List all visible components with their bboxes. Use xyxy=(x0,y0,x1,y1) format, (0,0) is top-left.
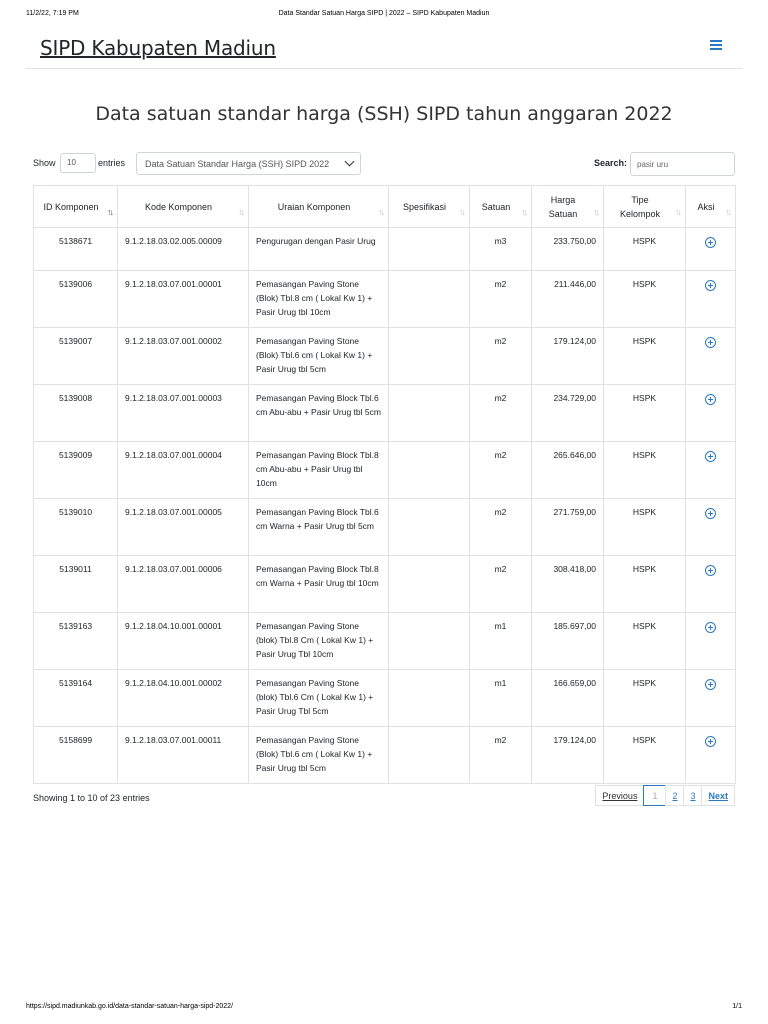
ssh-table xyxy=(33,185,736,784)
cell-spesifikasi xyxy=(389,499,470,556)
print-page-number: 1/1 xyxy=(732,1003,742,1010)
plus-circle-icon[interactable] xyxy=(705,237,716,248)
sort-icon: ↑↓ xyxy=(675,207,680,217)
entries-label: entries xyxy=(98,158,126,168)
header-kode-label: Kode Komponen xyxy=(144,201,213,212)
pagination xyxy=(596,785,735,806)
cell-id: 5158699 xyxy=(34,727,118,784)
cell-id: 5139006 xyxy=(34,271,118,328)
print-footer xyxy=(26,1003,742,1010)
cell-uraian: Pemasangan Paving Block Tbl.8 cm Warna + Pasir Urug tbl 10cm xyxy=(249,556,389,613)
cell-satuan: m3 xyxy=(470,228,532,271)
header-harga-satuan[interactable] xyxy=(532,186,604,228)
cell-aksi xyxy=(686,385,736,442)
sort-icon: ↑↓ xyxy=(593,207,598,217)
cell-kode: 9.1.2.18.03.07.001.00011 xyxy=(118,727,249,784)
plus-circle-icon[interactable] xyxy=(705,451,716,462)
cell-kode: 9.1.2.18.03.07.001.00004 xyxy=(118,442,249,499)
plus-circle-icon[interactable] xyxy=(705,679,716,690)
table-row xyxy=(34,499,736,556)
cell-satuan: m2 xyxy=(470,556,532,613)
table-row xyxy=(34,613,736,670)
cell-uraian: Pemasangan Paving Stone (Blok) Tbl.6 cm ( Lokal Kw 1) + Pasir Urug tbl 5cm xyxy=(249,328,389,385)
cell-harga: 211.446,00 xyxy=(532,271,604,328)
cell-kode: 9.1.2.18.03.07.001.00001 xyxy=(118,271,249,328)
cell-id: 5139007 xyxy=(34,328,118,385)
table-row xyxy=(34,385,736,442)
cell-uraian: Pemasangan Paving Stone (Blok) Tbl.6 cm ( Lokal Kw 1) + Pasir Urug tbl 5cm xyxy=(249,727,389,784)
cell-tipe: HSPK xyxy=(604,613,686,670)
plus-circle-icon[interactable] xyxy=(705,337,716,348)
cell-tipe: HSPK xyxy=(604,727,686,784)
cell-spesifikasi xyxy=(389,442,470,499)
cell-uraian: Pemasangan Paving Stone (blok) Tbl.8 Cm ( Lokal Kw 1) + Pasir Urug Tbl 10cm xyxy=(249,613,389,670)
pagination-page-2[interactable]: 2 xyxy=(665,785,684,806)
header-spesifikasi[interactable] xyxy=(389,186,470,228)
header-harga-label: Harga Satuan xyxy=(548,194,578,219)
page-title: Data satuan standar harga (SSH) SIPD tahun anggaran 2022 xyxy=(95,103,673,125)
cell-tipe: HSPK xyxy=(604,228,686,271)
cell-spesifikasi xyxy=(389,328,470,385)
cell-satuan: m2 xyxy=(470,499,532,556)
cell-uraian: Pemasangan Paving Block Tbl.8 cm Abu-abu + Pasir Urug tbl 10cm xyxy=(249,442,389,499)
cell-spesifikasi xyxy=(389,556,470,613)
cell-harga: 233.750,00 xyxy=(532,228,604,271)
cell-spesifikasi xyxy=(389,613,470,670)
plus-circle-icon[interactable] xyxy=(705,280,716,291)
sort-icon: ↑↓ xyxy=(521,207,526,217)
hamburger-icon[interactable] xyxy=(710,40,722,51)
cell-id: 5139009 xyxy=(34,442,118,499)
cell-harga: 308.418,00 xyxy=(532,556,604,613)
cell-tipe: HSPK xyxy=(604,328,686,385)
cell-id: 5139008 xyxy=(34,385,118,442)
cell-spesifikasi xyxy=(389,228,470,271)
header-uraian-komponen[interactable] xyxy=(249,186,389,228)
cell-satuan: m1 xyxy=(470,613,532,670)
header-aksi-label: Aksi xyxy=(697,201,715,212)
table-row xyxy=(34,271,736,328)
cell-satuan: m2 xyxy=(470,385,532,442)
sort-icon: ↑↓ xyxy=(378,207,383,217)
cell-kode: 9.1.2.18.03.07.001.00002 xyxy=(118,328,249,385)
pagination-page-3[interactable]: 3 xyxy=(683,785,702,806)
cell-tipe: HSPK xyxy=(604,670,686,727)
cell-aksi xyxy=(686,442,736,499)
cell-spesifikasi xyxy=(389,385,470,442)
header-spesifikasi-label: Spesifikasi xyxy=(402,201,447,212)
cell-tipe: HSPK xyxy=(604,499,686,556)
header-tipe-kelompok[interactable] xyxy=(604,186,686,228)
cell-tipe: HSPK xyxy=(604,556,686,613)
table-header-row xyxy=(34,186,736,228)
table-row xyxy=(34,228,736,271)
cell-aksi xyxy=(686,271,736,328)
cell-kode: 9.1.2.18.03.07.001.00003 xyxy=(118,385,249,442)
cell-aksi xyxy=(686,328,736,385)
sort-asc-icon: ↑↓ xyxy=(107,207,112,217)
pagination-next[interactable]: Next xyxy=(701,785,735,806)
header-aksi[interactable] xyxy=(686,186,736,228)
cell-id: 5139011 xyxy=(34,556,118,613)
header-uraian-label: Uraian Komponen xyxy=(277,201,351,212)
header-id-label: ID Komponen xyxy=(43,201,99,212)
plus-circle-icon[interactable] xyxy=(705,622,716,633)
pagination-page-1[interactable]: 1 xyxy=(643,785,666,806)
plus-circle-icon[interactable] xyxy=(705,736,716,747)
cell-tipe: HSPK xyxy=(604,385,686,442)
cell-uraian: Pemasangan Paving Stone (blok) Tbl.6 Cm ( Lokal Kw 1) + Pasir Urug Tbl 5cm xyxy=(249,670,389,727)
cell-harga: 271.759,00 xyxy=(532,499,604,556)
pagination-previous[interactable]: Previous xyxy=(595,785,644,806)
table-row xyxy=(34,727,736,784)
cell-satuan: m2 xyxy=(470,727,532,784)
cell-id: 5138671 xyxy=(34,228,118,271)
table-controls xyxy=(33,151,735,177)
cell-id: 5139010 xyxy=(34,499,118,556)
plus-circle-icon[interactable] xyxy=(705,394,716,405)
cell-spesifikasi xyxy=(389,727,470,784)
search-label: Search: xyxy=(593,158,627,168)
dataset-select[interactable] xyxy=(136,152,361,175)
cell-kode: 9.1.2.18.04.10.001.00001 xyxy=(118,613,249,670)
cell-satuan: m2 xyxy=(470,442,532,499)
header-satuan-label: Satuan xyxy=(481,201,511,212)
cell-aksi xyxy=(686,727,736,784)
cell-satuan: m2 xyxy=(470,271,532,328)
table-info: Showing 1 to 10 of 23 entries xyxy=(33,793,150,803)
cell-tipe: HSPK xyxy=(604,442,686,499)
cell-kode: 9.1.2.18.03.07.001.00005 xyxy=(118,499,249,556)
table-row xyxy=(34,328,736,385)
header-satuan[interactable] xyxy=(470,186,532,228)
cell-aksi xyxy=(686,670,736,727)
cell-uraian: Pemasangan Paving Block Tbl.6 cm Abu-abu + Pasir Urug tbl 5cm xyxy=(249,385,389,442)
cell-harga: 265.646,00 xyxy=(532,442,604,499)
cell-aksi xyxy=(686,556,736,613)
cell-aksi xyxy=(686,613,736,670)
show-label: Show xyxy=(33,158,56,168)
cell-kode: 9.1.2.18.04.10.001.00002 xyxy=(118,670,249,727)
header-kode-komponen[interactable] xyxy=(118,186,249,228)
dataset-select-value: Data Satuan Standar Harga (SSH) SIPD 2022 xyxy=(145,159,330,169)
cell-harga: 179.124,00 xyxy=(532,328,604,385)
search-input[interactable]: pasir uru xyxy=(630,152,735,176)
cell-harga: 166.659,00 xyxy=(532,670,604,727)
cell-aksi xyxy=(686,228,736,271)
cell-kode: 9.1.2.18.03.07.001.00006 xyxy=(118,556,249,613)
cell-satuan: m2 xyxy=(470,328,532,385)
cell-uraian: Pemasangan Paving Block Tbl.6 cm Warna + Pasir Urug tbl 5cm xyxy=(249,499,389,556)
cell-id: 5139163 xyxy=(34,613,118,670)
sort-icon: ↑↓ xyxy=(238,207,243,217)
chevron-down-icon xyxy=(345,157,355,167)
cell-harga: 234.729,00 xyxy=(532,385,604,442)
table-row xyxy=(34,556,736,613)
cell-aksi xyxy=(686,499,736,556)
cell-satuan: m1 xyxy=(470,670,532,727)
site-brand-link[interactable]: SIPD Kabupaten Madiun xyxy=(40,36,276,60)
plus-circle-icon[interactable] xyxy=(705,565,716,576)
cell-harga: 185.697,00 xyxy=(532,613,604,670)
header-id-komponen[interactable] xyxy=(34,186,118,228)
cell-harga: 179.124,00 xyxy=(532,727,604,784)
navbar xyxy=(26,26,742,69)
cell-id: 5139164 xyxy=(34,670,118,727)
table-row xyxy=(34,670,736,727)
cell-tipe: HSPK xyxy=(604,271,686,328)
sort-icon: ↑↓ xyxy=(459,207,464,217)
cell-kode: 9.1.2.18.03.02.005.00009 xyxy=(118,228,249,271)
cell-uraian: Pemasangan Paving Stone (Blok) Tbl.8 cm ( Lokal Kw 1) + Pasir Urug tbl 10cm xyxy=(249,271,389,328)
cell-spesifikasi xyxy=(389,271,470,328)
cell-spesifikasi xyxy=(389,670,470,727)
print-timestamp: 11/2/22, 7:19 PM xyxy=(26,10,79,17)
table-row xyxy=(34,442,736,499)
cell-uraian: Pengurugan dengan Pasir Urug xyxy=(249,228,389,271)
entries-length-input[interactable]: 10 xyxy=(60,153,96,173)
sort-icon: ↑↓ xyxy=(725,207,730,217)
print-page-title: Data Standar Satuan Harga SIPD | 2022 – SIPD Kabupaten Madiun xyxy=(278,10,490,17)
plus-circle-icon[interactable] xyxy=(705,508,716,519)
print-url: https://sipd.madiunkab.go.id/data-standar-satuan-harga-sipd-2022/ xyxy=(26,1003,234,1010)
header-tipe-label: Tipe Kelompok xyxy=(619,194,661,219)
